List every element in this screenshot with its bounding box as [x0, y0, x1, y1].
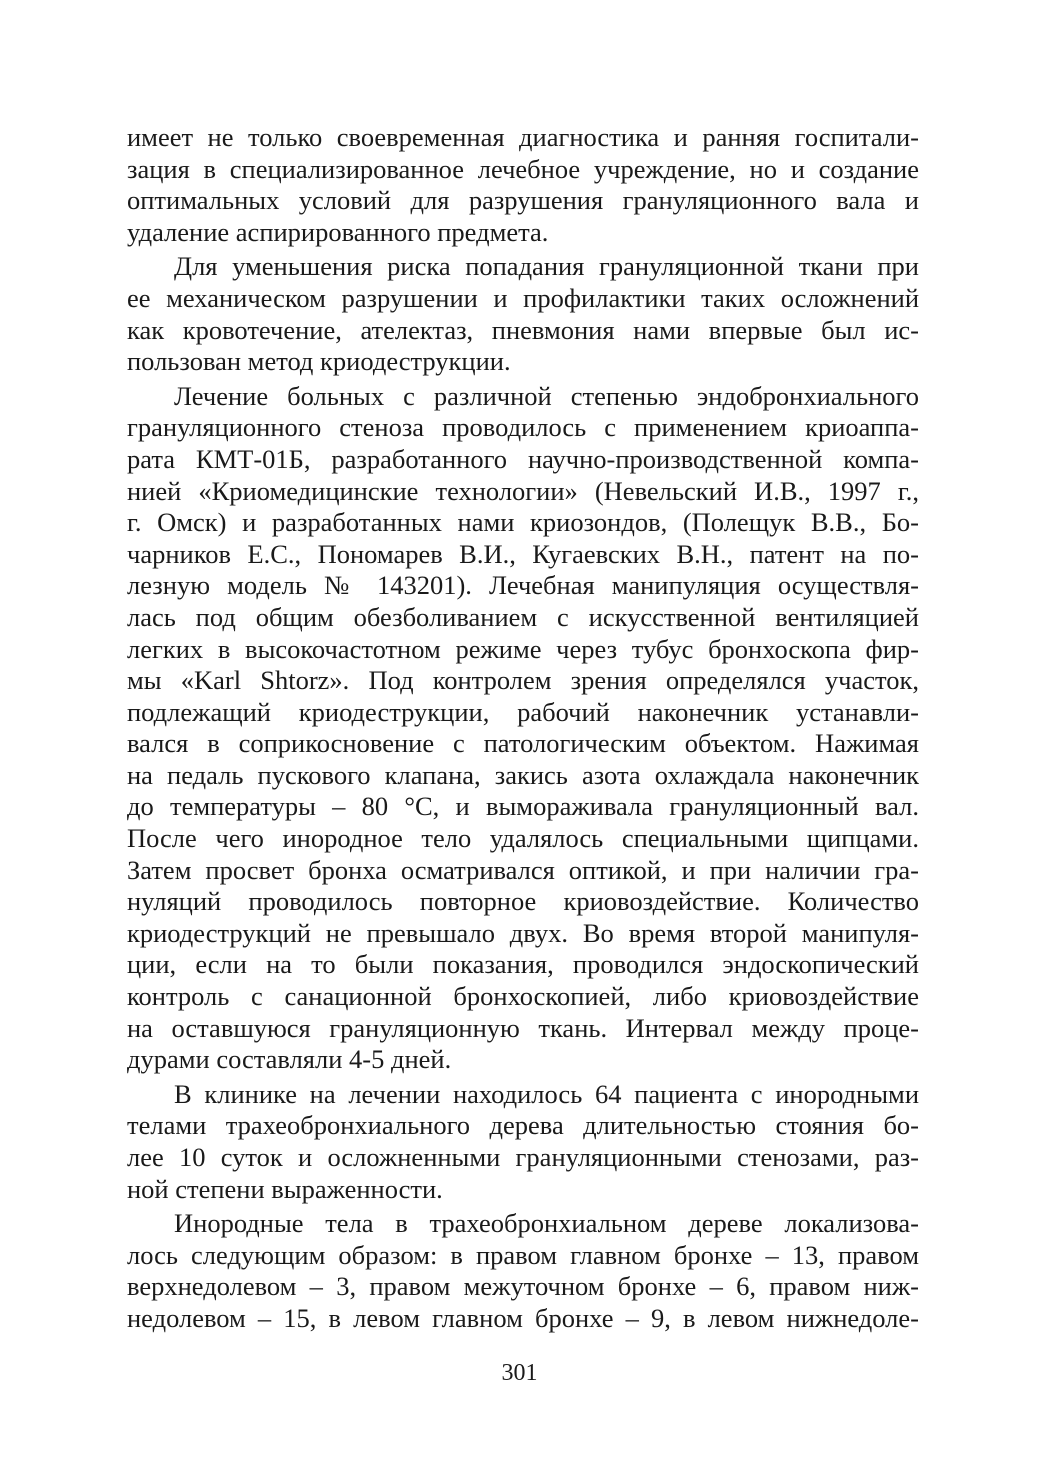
- text-line: нуляций проводилось повторное криовоздействие. Количество: [127, 886, 919, 917]
- text-line: нией «Криомедицинские технологии» (Невельский И.В., 1997 г.,: [127, 475, 919, 506]
- text-line: лее 10 суток и осложненными грануляционными стенозами, раз-: [127, 1142, 919, 1172]
- text-line: Лечение больных с различной степенью эндобронхиального: [174, 380, 919, 411]
- paragraph: [127, 251, 919, 377]
- paragraph: [127, 381, 919, 1076]
- text-line: Для уменьшения риска попадания грануляционной ткани при: [174, 251, 919, 282]
- text-line: грануляционного стеноза проводилось с применением криоаппа-: [127, 412, 919, 443]
- text-line: контроль с санационной бронхоскопией, либо криовоздействие: [127, 981, 919, 1012]
- text-line: г. Омск) и разработанных нами криозондов, (Полещук В.В., Бо-: [127, 507, 919, 538]
- text-line: телами трахеобронхиального дерева длительностью стояния бо-: [127, 1110, 919, 1141]
- text-line: на педаль пускового клапана, закись азота охлаждала наконечник: [127, 759, 919, 790]
- text-line: подлежащий криодеструкции, рабочий наконечник устанавли-: [127, 696, 919, 727]
- paragraph: [127, 1079, 919, 1205]
- text-line: чарников Е.С., Пономарев В.И., Кугаевских В.Н., патент на по-: [127, 538, 919, 569]
- text-line: имеет не только своевременная диагностика и ранняя госпитали-: [127, 122, 919, 152]
- text-line: ее механическом разрушении и профилактики таких осложнений: [127, 282, 919, 313]
- text-line: зация в специализированное лечебное учреждение, но и создание: [127, 153, 919, 184]
- page-number: 301: [501, 1360, 538, 1386]
- text-line: рата КМТ-01Б, разработанного научно-производственной компа-: [127, 443, 919, 474]
- text-line: дурами составляли 4-5 дней.: [127, 1044, 452, 1075]
- text-line: лезную модель № 143201). Лечебная манипуляция осуществля-: [127, 570, 919, 601]
- text-line: лось следующим образом: в правом главном бронхе – 13, правом: [127, 1239, 919, 1270]
- paragraph: [127, 122, 919, 248]
- text-line: В клинике на лечении находилось 64 пациента с инородными: [174, 1078, 919, 1109]
- text-line: как кровотечение, ателектаз, пневмония нами впервые был ис-: [127, 314, 919, 345]
- text-line: верхнедолевом – 3, правом межуточном бронхе – 6, правом ниж-: [127, 1271, 919, 1302]
- text-line: вался в соприкосновение с патологическим объектом. Нажимая: [127, 728, 919, 759]
- text-line: лась под общим обезболиванием с искусственной вентиляцией: [127, 601, 919, 632]
- text-line: пользован метод криодеструкции.: [127, 346, 511, 377]
- text-line: на оставшуюся грануляционную ткань. Интервал между проце-: [127, 1012, 919, 1043]
- text-line: Затем просвет бронха осматривался оптикой, и при наличии гра-: [127, 854, 919, 885]
- text-line: мы «Karl Shtorz». Под контролем зрения определялся участок,: [127, 665, 919, 696]
- text-line: ной степени выраженности.: [127, 1173, 443, 1204]
- text-line: до температуры – 80 °С, и вымораживала грануляционный вал.: [127, 791, 919, 822]
- page-body: [127, 122, 919, 1335]
- text-line: После чего инородное тело удалялось специальными щипцами.: [127, 823, 919, 854]
- text-line: ции, если на то были показания, проводился эндоскопический: [127, 949, 919, 980]
- text-line: Инородные тела в трахеобронхиальном дереве локализова-: [174, 1208, 919, 1239]
- text-line: оптимальных условий для разрушения грануляционного вала и: [127, 185, 919, 216]
- text-line: легких в высокочастотном режиме через тубус бронхоскопа фир-: [127, 633, 919, 664]
- text-line: криодеструкций не превышало двух. Во время второй манипуля-: [127, 917, 919, 948]
- text-line: удаление аспирированного предмета.: [127, 216, 549, 247]
- paragraph: [127, 1208, 919, 1334]
- text-line: недолевом – 15, в левом главном бронхе – 9, в левом нижнедоле-: [127, 1302, 919, 1333]
